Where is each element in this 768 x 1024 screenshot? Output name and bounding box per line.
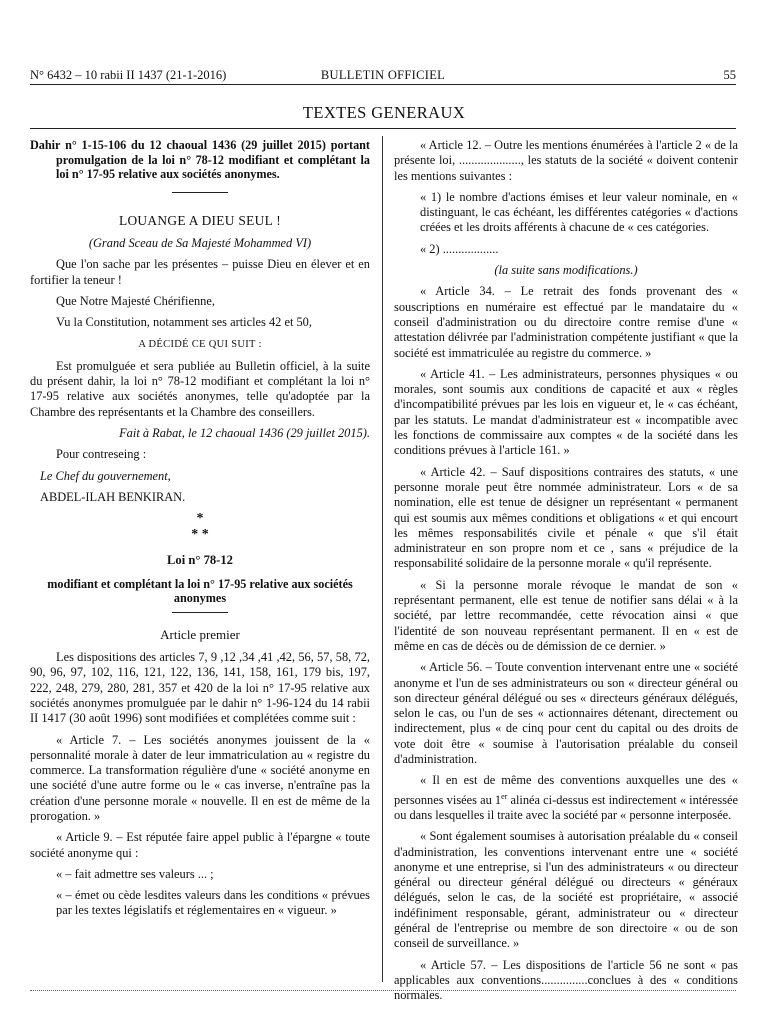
article-premier-heading: Article premier: [160, 626, 240, 642]
superscript-er: er: [501, 791, 508, 801]
chef-gouvernement: Le Chef du gouvernement,: [40, 468, 171, 483]
article-9-item-b: « – émet ou cède lesdites valeurs dans les conditions « prévues par les textes législatifs et réglementaires en « vigueur. »: [56, 888, 370, 918]
dahir-title: Dahir n° 1-15-106 du 12 chaoual 1436 (29 juillet 2015) portant promulgation de la loi n° 78-12 modifiant et complétant la loi n° 17-95 relative aux sociétés anonymes.: [30, 138, 370, 182]
article-56-paragraph: « Article 56. – Toute convention intervenant entre une « société anonyme et l'un de ses administrateurs ou son « directeur général ou son directeur général délégué ou ses « directeurs généraux délégués, selon le cas, ou l'un de ses « actionnaires détenant, directement ou indirectement, plus « de cinq pour cent du capital ou des droits de vote doit être « soumise à l'autorisation préalable du conseil d'administration.: [394, 660, 738, 766]
article-57-paragraph: « Article 57. – Les dispositions de l'article 56 ne sont « pas applicables aux conventions...............conclues à des « conditions normales.: [394, 957, 738, 1003]
article-56-third-paragraph: « Sont également soumises à autorisation préalable du « conseil d'administration, les conventions intervenant entre une « société anonyme et une entreprise, si l'un des administrateurs « ou directeur général ou directeur général délégué ou directeurs « généraux délégués, selon le cas, de la société est propriétaire, « associé indéfiniment responsable, gérant, administrateur ou « directeur général de l'entreprise ou membre de son directoire « ou de son conseil de surveillance. »: [394, 829, 738, 951]
star-top: *: [196, 511, 204, 527]
contreseing-label: Pour contreseing :: [56, 447, 147, 462]
promulgation-paragraph: Est promulguée et sera publiée au Bulletin officiel, à la suite du présent dahir, la loi n° 78-12 modifiant et complétant la loi n° 17-95 relative aux sociétés anonymes, telle qu'adoptée par la Chambre des représentants et la Chambre des conseillers.: [30, 358, 370, 419]
article-12-paragraph: « Article 12. – Outre les mentions énumérées à l'article 2 « de la présente loi, ...................., les statuts de la société « doivent contenir les mentions suivantes :: [394, 138, 738, 183]
article-56-second-text-a: « Il en est de même des conventions auxquelles une des « personnes visées au 1: [394, 773, 738, 807]
left-column: [30, 138, 370, 925]
issue-number: N° 6432 – 10 rabii II 1437 (21-1-2016): [30, 68, 227, 82]
star-bottom: * *: [191, 527, 209, 543]
signataire-name: ABDEL-ILAH BENKIRAN.: [40, 489, 186, 504]
article-premier-paragraph: Les dispositions des articles 7, 9 ,12 ,34 ,41 ,42, 56, 57, 58, 72, 90, 96, 97, 102, 116, 121, 122, 136, 141, 158, 161, 179 bis, 197, 222, 248, 279, 280, 281, 357 et 420 de la loi n° 17-95 relative aux sociétés anonymes promulguée par le dahir n° 1-96-124 du 14 rabii II 1417 (30 août 1996) sont modifiées et complétées comme suit :: [30, 650, 370, 726]
right-column: [394, 138, 738, 1010]
preamble-paragraph: Que l'on sache par les présentes – puisse Dieu en élever et en fortifier la teneur !: [30, 257, 370, 287]
publication-title: BULLETIN OFFICIEL: [320, 68, 446, 82]
title-rule: [172, 192, 228, 193]
running-header: [30, 66, 736, 85]
decide-heading: A DÉCIDÉ CE QUI SUIT :: [138, 338, 262, 350]
majeste-paragraph: Que Notre Majesté Chérifienne,: [56, 293, 215, 308]
article-9-item-a: « – fait admettre ses valeurs ... ;: [56, 866, 214, 881]
loi-rule: [172, 612, 228, 613]
article-9-paragraph: « Article 9. – Est réputée faire appel public à l'épargne « toute société anonyme qui :: [30, 830, 370, 860]
grand-sceau: (Grand Sceau de Sa Majesté Mohammed VI): [88, 236, 312, 251]
article-42-paragraph: « Article 42. – Sauf dispositions contraires des statuts, « une personne morale peut être nommée administrateur. Lors « de sa nomination, elle est tenue de désigner un représentant « permanent qui est soumis aux mêmes conditions et obligations « et qui encourt les mêmes responsabilités civile et pénale « que s'il était administrateur en son propre nom et ce , sans « préjudice de la responsabilité solidaire de la personne morale « qu'il représente.: [394, 464, 738, 571]
star-separator: [30, 511, 370, 543]
column-divider: [382, 136, 383, 982]
fait-a-rabat: Fait à Rabat, le 12 chaoual 1436 (29 juillet 2015).: [119, 426, 370, 441]
bottom-rule: [30, 990, 736, 991]
page-number: 55: [723, 68, 736, 82]
louange-heading: LOUANGE A DIEU SEUL !: [118, 212, 281, 228]
article-56-second-text-b: alinéa ci-dessus est indirectement « intéressée ou dans lesquelles il traite avec la société par « personne interposée.: [394, 792, 739, 822]
article-12-item-2: « 2) ..................: [420, 241, 499, 256]
loi-subtitle: modifiant et complétant la loi n° 17-95 relative aux sociétés anonymes: [47, 576, 353, 606]
suite-sans-modifications: (la suite sans modifications.): [494, 263, 638, 278]
section-rule: [30, 128, 736, 129]
article-12-item-1: « 1) le nombre d'actions émises et leur valeur nominale, en « distinguant, le cas échéant, les différentes catégories « d'actions créées et les droits afférents à chacune de « ces catégories.: [420, 189, 738, 235]
article-41-paragraph: « Article 41. – Les administrateurs, personnes physiques « ou morales, sont soumis aux conditions de capacité et aux « règles d'incompatibilité prévues par les lois en vigueur et, le « cas échéant, par les statuts. Le mandat d'administrateur est « incompatible avec les fonctions de commissaire aux comptes « de la société dans les conditions prévues à l'article 161. »: [394, 366, 738, 458]
article-42-second-paragraph: « Si la personne morale révoque le mandat de son « représentant permanent, elle est tenue de notifier sans délai « à la société, par lettre recommandée, cette révocation ainsi « que l'identité de son nouveau représentant permanent. Il en « est de même en cas de décès ou de démission de ce dernier. »: [394, 577, 738, 653]
loi-title: Loi n° 78-12: [167, 553, 233, 568]
article-56-second-paragraph: [394, 773, 738, 823]
constitution-paragraph: Vu la Constitution, notamment ses articles 42 et 50,: [56, 315, 312, 330]
article-34-paragraph: « Article 34. – Le retrait des fonds provenant des « souscriptions en numéraire est effectué par le mandataire du « conseil d'administration ou du directoire contre remise d'une « attestation délivrée par l'administration compétente justifiant « que la société est immatriculée au registre du commerce. »: [394, 284, 738, 360]
section-title: TEXTES GENERAUX: [302, 103, 466, 122]
article-7-paragraph: « Article 7. – Les sociétés anonymes jouissent de la « personnalité morale à dater de leur immatriculation au « registre du commerce. La transformation régulière d'une « société anonyme en une société d'une autre forme ou le « cas inverse, n'entraîne pas la création d'une personne morale « nouvelle. Il en est de même de la prorogation. »: [30, 732, 370, 823]
